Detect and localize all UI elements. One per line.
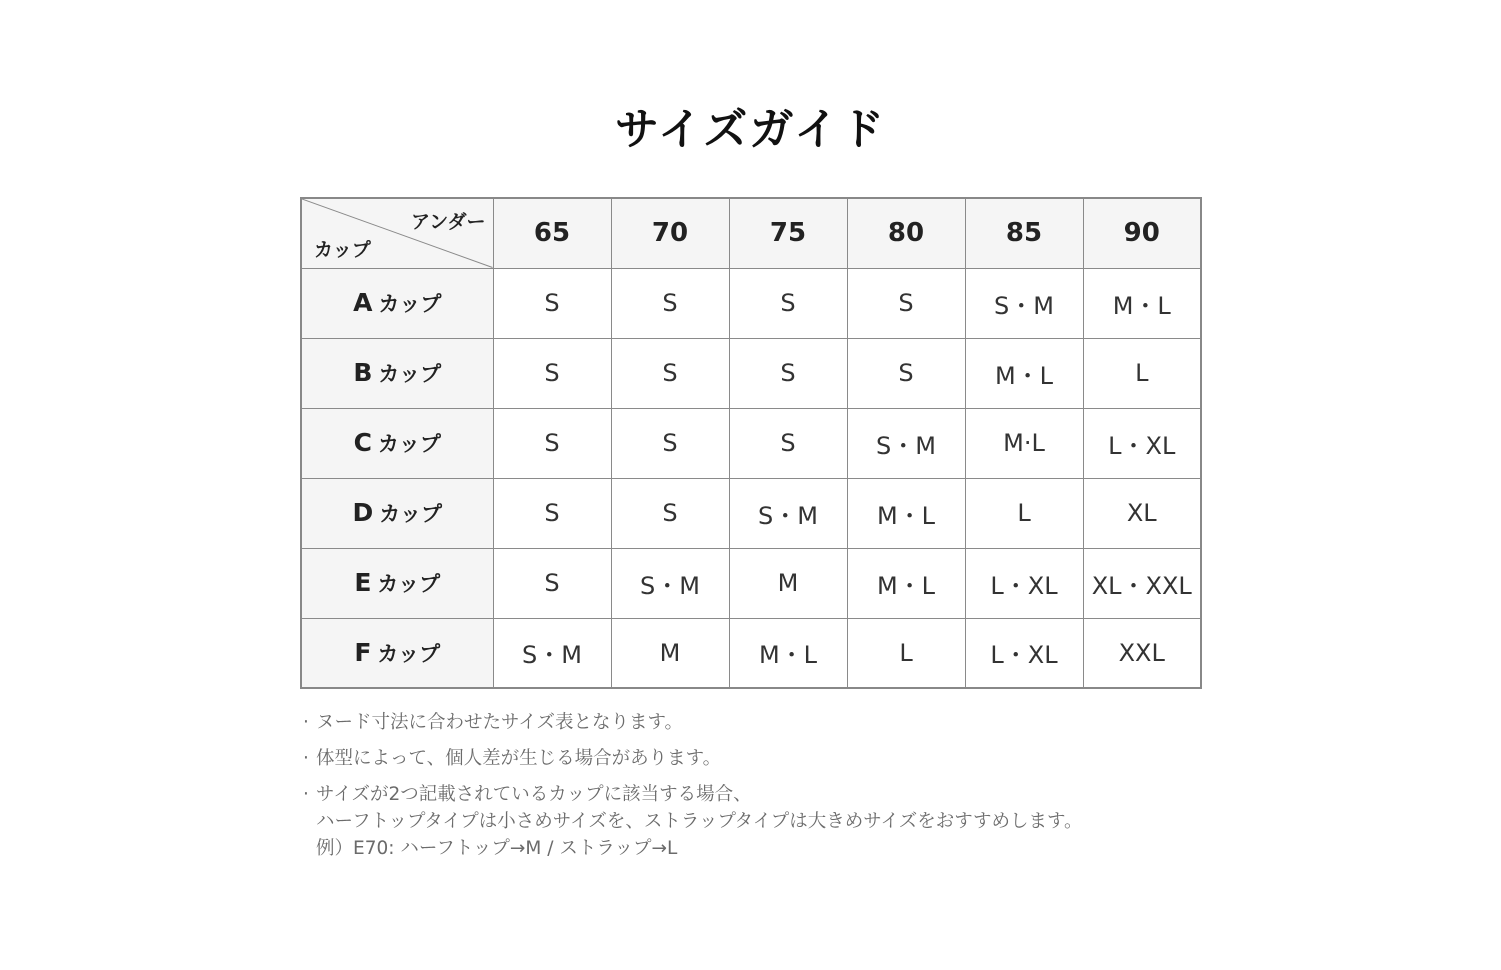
cup-word: カップ [377,572,441,596]
size-cell: S [611,268,729,338]
cup-letter: E [354,568,372,597]
size-cell: S [729,338,847,408]
cup-row-header [301,478,493,548]
size-cell: M [611,618,729,688]
size-cell: XXL [1083,618,1201,688]
size-cell: S・M [611,548,729,618]
table-row [301,338,1201,408]
size-cell: L [1083,338,1201,408]
size-cell: S [847,268,965,338]
size-cell: S・M [965,268,1083,338]
cup-letter: A [353,288,373,317]
size-cell: M [729,548,847,618]
size-cell: L・XL [965,618,1083,688]
under-size-header: 65 [493,198,611,268]
cup-letter: F [354,637,372,667]
under-size-header: 70 [611,198,729,268]
cup-row-header [301,548,493,618]
size-cell: S [493,338,611,408]
page-title: サイズガイド [614,104,887,155]
size-cell: S・M [493,618,611,688]
cup-word: カップ [379,502,443,526]
size-cell: M・L [965,338,1083,408]
corner-label-cup: カップ [314,238,371,261]
size-cell: M・L [1083,268,1201,338]
size-cell: L [965,478,1083,548]
size-cell: L・XL [965,548,1083,618]
size-cell: S [729,268,847,338]
notes-list [300,709,1200,871]
size-cell: S [729,408,847,478]
note-item [300,781,1200,862]
table-corner-cell [301,198,493,268]
size-cell: S [611,478,729,548]
table-row [301,408,1201,478]
size-cell: L・XL [1083,408,1201,478]
size-cell: M・L [729,618,847,688]
cup-letter: C [353,428,373,457]
size-cell: S [611,338,729,408]
cup-word: カップ [378,292,442,316]
under-size-header: 90 [1083,198,1201,268]
table-header-row [301,198,1201,268]
size-cell: M・L [847,548,965,618]
size-cell: XL [1083,478,1201,548]
table-row [301,618,1201,688]
table-row [301,478,1201,548]
cup-row-header [301,338,493,408]
size-cell: S [847,338,965,408]
note-text: ハーフトップタイプは小さめサイズを、ストラップタイプは大きめサイズをおすすめします。 [316,811,1083,832]
note-text: ヌード寸法に合わせたサイズ表となります。 [316,712,684,733]
size-cell: S [611,408,729,478]
size-guide-table [300,197,1202,689]
cup-letter: B [353,358,373,387]
size-cell: S・M [847,408,965,478]
cup-word: カップ [378,432,441,456]
corner-label-under: アンダー [411,211,486,233]
note-text: 体型によって、個人差が生じる場合があります。 [316,748,722,769]
cup-letter: D [352,498,374,527]
under-size-header: 75 [729,198,847,268]
under-size-header: 80 [847,198,965,268]
size-cell: S・M [729,478,847,548]
cup-word: カップ [378,362,442,386]
note-bullet: · [303,712,309,733]
size-cell: S [493,548,611,618]
cup-word: カップ [377,641,441,666]
size-cell: S [493,268,611,338]
cup-row-header [301,618,493,688]
table-row [301,548,1201,618]
under-size-header: 85 [965,198,1083,268]
note-example: 例）E70: ハーフトップ→M / ストラップ→L [316,838,678,859]
cup-row-header [301,268,493,338]
note-bullet: · [303,748,309,769]
note-item [300,745,1200,772]
size-cell: S [493,408,611,478]
size-cell: S [493,478,611,548]
note-item [300,709,1200,736]
table-row [301,268,1201,338]
size-cell: M・L [847,478,965,548]
size-cell: M·L [965,408,1083,478]
note-text: サイズが2つ記載されているカップに該当する場合、 [316,784,752,805]
cup-row-header [301,408,493,478]
size-cell: XL・XXL [1083,548,1201,618]
size-cell: L [847,618,965,688]
note-bullet: · [303,784,309,805]
